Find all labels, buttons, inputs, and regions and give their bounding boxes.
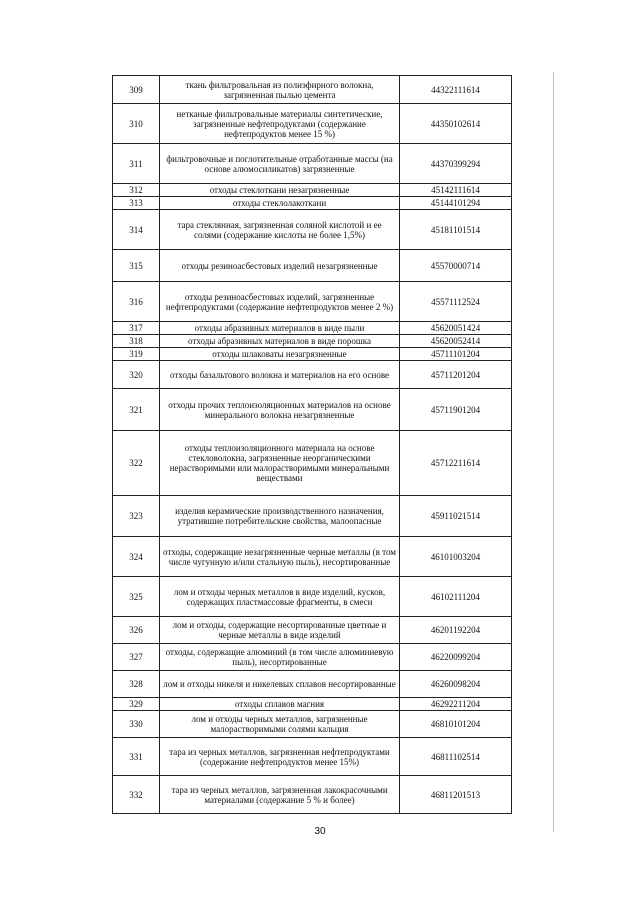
row-number: 323 [113, 496, 160, 537]
waste-name: отходы прочих теплоизоляционных материалов на основе минерального волокна незагрязненные [160, 389, 400, 431]
row-number: 326 [113, 617, 160, 644]
row-number: 319 [113, 348, 160, 361]
row-number: 327 [113, 644, 160, 671]
waste-name: отходы, содержащие незагрязненные черные металлы (в том числе чугунную и/или стальную пыль), несортированные [160, 537, 400, 577]
table-row [113, 348, 512, 361]
waste-name: изделия керамические производственного назначения, утратившие потребительские свойства, малоопасные [160, 496, 400, 537]
waste-code: 44322111614 [400, 76, 512, 104]
row-number: 321 [113, 389, 160, 431]
table-row [113, 698, 512, 711]
waste-code: 45570000714 [400, 250, 512, 282]
waste-code: 46811102514 [400, 738, 512, 776]
table-row [113, 537, 512, 577]
waste-code: 44370399294 [400, 144, 512, 184]
waste-code: 45620051424 [400, 322, 512, 335]
table-row [113, 76, 512, 104]
waste-name: лом и отходы никеля и никелевых сплавов несортированные [160, 671, 400, 698]
waste-name: ткань фильтровальная из полиэфирного волокна, загрязненная пылью цемента [160, 76, 400, 104]
waste-code: 46201192204 [400, 617, 512, 644]
waste-name: отходы стеклолакоткани [160, 197, 400, 210]
waste-code: 46260098204 [400, 671, 512, 698]
table-row [113, 210, 512, 250]
row-number: 331 [113, 738, 160, 776]
row-number: 328 [113, 671, 160, 698]
table-row [113, 250, 512, 282]
waste-name: отходы сплавов магния [160, 698, 400, 711]
waste-code: 46810101204 [400, 711, 512, 738]
waste-code: 45620052414 [400, 335, 512, 348]
waste-code: 45711901204 [400, 389, 512, 431]
waste-code: 44350102614 [400, 104, 512, 144]
table-row [113, 361, 512, 389]
waste-name: отходы теплоизоляционного материала на основе стекловолокна, загрязненные неорганическими нерастворимыми или малорастворимыми минеральными веществами [160, 431, 400, 496]
waste-name: отходы резиноасбестовых изделий, загрязненные нефтепродуктами (содержание нефтепродуктов менее 2 %) [160, 282, 400, 322]
waste-name: отходы абразивных материалов в виде порошка [160, 335, 400, 348]
table-row [113, 184, 512, 197]
table-row [113, 431, 512, 496]
row-number: 315 [113, 250, 160, 282]
table-row [113, 282, 512, 322]
waste-name: отходы резиноасбестовых изделий незагрязненные [160, 250, 400, 282]
waste-code: 46101003204 [400, 537, 512, 577]
row-number: 311 [113, 144, 160, 184]
row-number: 309 [113, 76, 160, 104]
waste-name: отходы базальтового волокна и материалов на его основе [160, 361, 400, 389]
waste-code: 45142111614 [400, 184, 512, 197]
row-number: 324 [113, 537, 160, 577]
table-row [113, 389, 512, 431]
waste-name: отходы абразивных материалов в виде пыли [160, 322, 400, 335]
waste-name: отходы стеклоткани незагрязненные [160, 184, 400, 197]
row-number: 312 [113, 184, 160, 197]
table-row [113, 577, 512, 617]
table-row [113, 496, 512, 537]
waste-code: 46292211204 [400, 698, 512, 711]
row-number: 310 [113, 104, 160, 144]
waste-name: фильтровочные и поглотительные отработанные массы (на основе алюмосиликатов) загрязненные [160, 144, 400, 184]
waste-code: 45181101514 [400, 210, 512, 250]
waste-name: тара стеклянная, загрязненная соляной кислотой и ее солями (содержание кислоты не более 1,5%) [160, 210, 400, 250]
row-number: 330 [113, 711, 160, 738]
page-number: 30 [314, 826, 326, 837]
waste-code: 45712211614 [400, 431, 512, 496]
waste-code: 45911021514 [400, 496, 512, 537]
waste-code: 45144101294 [400, 197, 512, 210]
waste-name: лом и отходы черных металлов, загрязненные малорастворимыми солями кальция [160, 711, 400, 738]
waste-code: 46102111204 [400, 577, 512, 617]
waste-name: лом и отходы, содержащие несортированные цветные и черные металлы в виде изделий [160, 617, 400, 644]
table-row [113, 644, 512, 671]
table-row [113, 711, 512, 738]
row-number: 314 [113, 210, 160, 250]
waste-name: отходы, содержащие алюминий (в том числе алюминиевую пыль), несортированные [160, 644, 400, 671]
table-row [113, 776, 512, 814]
row-number: 322 [113, 431, 160, 496]
margin-line [553, 72, 554, 832]
table-row [113, 617, 512, 644]
waste-code: 45711201204 [400, 361, 512, 389]
row-number: 316 [113, 282, 160, 322]
waste-name: нетканые фильтровальные материалы синтетические, загрязненные нефтепродуктами (содержание нефтепродуктов менее 15 %) [160, 104, 400, 144]
waste-codes-table [112, 75, 512, 814]
table-row [113, 738, 512, 776]
row-number: 325 [113, 577, 160, 617]
row-number: 320 [113, 361, 160, 389]
table-row [113, 335, 512, 348]
waste-name: тара из черных металлов, загрязненная лакокрасочными материалами (содержание 5 % и более) [160, 776, 400, 814]
row-number: 313 [113, 197, 160, 210]
waste-code: 46811201513 [400, 776, 512, 814]
waste-name: отходы шлаковаты незагрязненные [160, 348, 400, 361]
row-number: 329 [113, 698, 160, 711]
row-number: 317 [113, 322, 160, 335]
row-number: 318 [113, 335, 160, 348]
waste-name: лом и отходы черных металлов в виде изделий, кусков, содержащих пластмассовые фрагменты, в смеси [160, 577, 400, 617]
waste-code: 46220099204 [400, 644, 512, 671]
table-row [113, 322, 512, 335]
row-number: 332 [113, 776, 160, 814]
table-row [113, 144, 512, 184]
waste-code: 45711101204 [400, 348, 512, 361]
waste-name: тара из черных металлов, загрязненная нефтепродуктами (содержание нефтепродуктов менее 15%) [160, 738, 400, 776]
table-row [113, 104, 512, 144]
table-row [113, 671, 512, 698]
table-row [113, 197, 512, 210]
waste-code: 45571112524 [400, 282, 512, 322]
